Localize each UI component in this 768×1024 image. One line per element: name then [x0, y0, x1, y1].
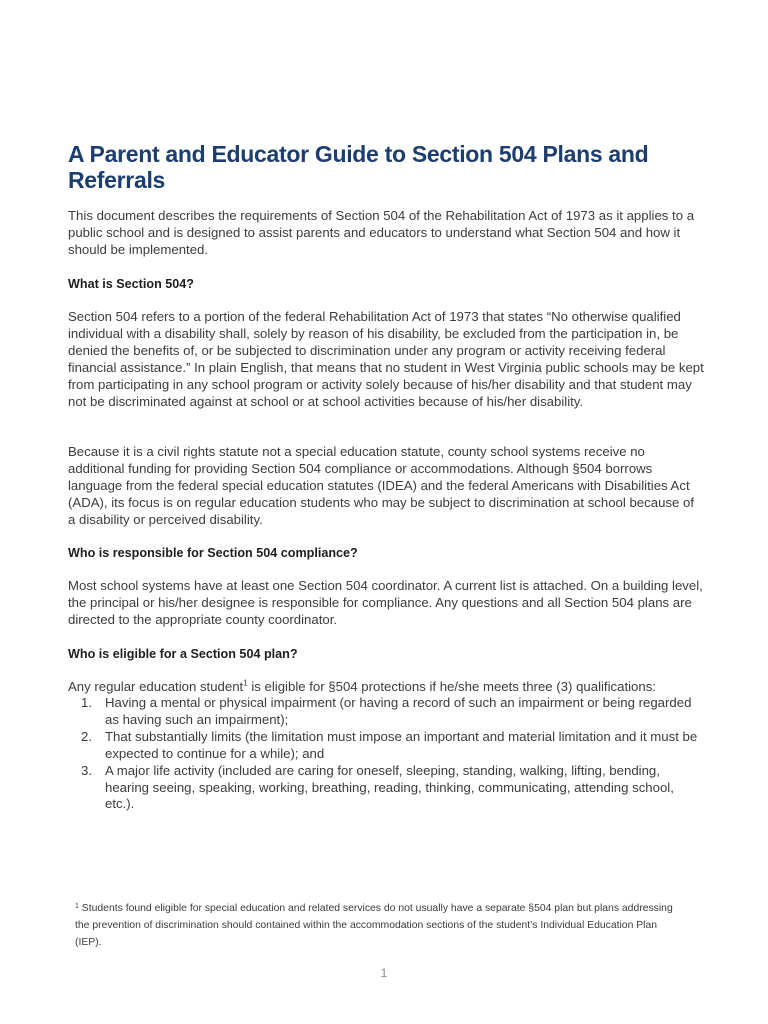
list-item-number: 2.: [81, 728, 92, 744]
intro-paragraph: This document describes the requirements of Section 504 of the Rehabilitation Act of 1973 as it applies to a public school and is designed to assist parents and educators to understand what Section 504 and how it should be implemented.: [68, 208, 695, 257]
section-heading-what-is-504: What is Section 504?: [68, 277, 194, 291]
section-heading-responsibility: Who is responsible for Section 504 compliance?: [68, 546, 358, 560]
list-item-text: That substantially limits (the limitation must impose an important and material limitation and it must be expected to continue for a while); and: [105, 728, 698, 761]
list-item: [68, 729, 704, 763]
section-heading-eligibility: Who is eligible for a Section 504 plan?: [68, 647, 298, 661]
footnote-marker: 1: [75, 903, 79, 910]
list-item-number: 3.: [81, 762, 92, 778]
qualifications-list: [68, 695, 704, 813]
footnote-reference: 1: [243, 678, 248, 688]
page-number: 1: [380, 966, 388, 980]
list-item: [68, 763, 704, 814]
eligibility-intro-start: Any regular education student: [68, 679, 244, 694]
footnote-text: Students found eligible for special education and related services do not usually have a separate §504 plan but plans addressing the prevention of discrimination should contained within the accommodation sections of the student’s Individual Education Plan (IEP).: [75, 903, 673, 948]
document-title: A Parent and Educator Guide to Section 504 Plans and Referrals: [68, 141, 649, 193]
list-item-text: A major life activity (included are caring for oneself, sleeping, standing, walking, lifting, bending, hearing seeing, speaking, working, breathing, reading, thinking, communicating, attending school, etc.).: [105, 762, 674, 812]
list-item-text: Having a mental or physical impairment (or having a record of such an impairment or being regarded as having such an impairment);: [105, 695, 692, 727]
funding-paragraph: Because it is a civil rights statute not a special education statute, county school systems receive no additional funding for providing Section 504 compliance or accommodations. Although §504 borrows language from the federal special education statutes (IDEA) and the federal Americans with Disabilities Act (ADA), its focus is on regular education students who may be subject to discrimination at school because of a disability or perceived disability.: [68, 444, 694, 527]
definition-paragraph: Section 504 refers to a portion of the federal Rehabilitation Act of 1973 that states “No otherwise qualified individual with a disability shall, solely by reason of his disability, be excluded from the participation in, be denied the benefits of, or be subjected to discrimination under any program or activity receiving federal financial assistance.” In plain English, that means that no student in West Virginia public schools may be kept from participating in any school program or activity solely because of his/her disability and that student may not be discriminated against at school or at school activities because of his/her disability.: [68, 309, 704, 409]
list-item-number: 1.: [81, 695, 92, 710]
eligibility-intro-end: is eligible for §504 protections if he/she meets three (3) qualifications:: [247, 679, 656, 694]
footnote: [68, 901, 678, 951]
list-item: [68, 695, 704, 729]
responsibility-paragraph: Most school systems have at least one Section 504 coordinator. A current list is attached. On a building level, the principal or his/her designee is responsible for compliance. Any questions and all Section 504 plans are directed to the appropriate county coordinator.: [68, 578, 703, 627]
eligibility-intro: [68, 679, 704, 696]
